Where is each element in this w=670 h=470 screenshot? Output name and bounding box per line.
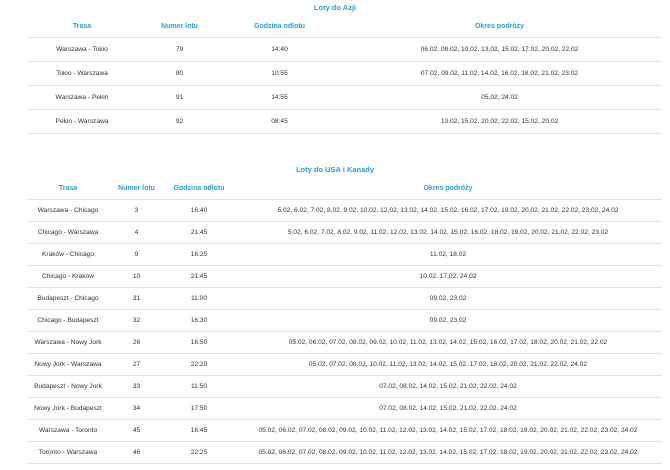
flight-number-cell: 9	[109, 243, 164, 265]
travel-dates-cell: 06.02, 08.02, 10.02, 13.02, 15.02, 17.02, 20.02, 22.02	[337, 37, 662, 61]
flight-number-cell: 10	[109, 265, 164, 287]
table-row	[27, 397, 662, 419]
departure-time-cell: 21:45	[164, 265, 234, 287]
travel-dates-cell: 5.02, 6.02, 7.02, 8.02, 9.02, 11.02, 12.02, 13.02, 14.02, 15.02, 16.02, 18.02, 19.02, 20.02, 21.02, 22.02, 23.02	[234, 221, 662, 243]
table-row	[27, 199, 662, 221]
table-row	[27, 37, 662, 61]
column-header-flight-number: Numer lotu	[118, 185, 155, 193]
flight-number-cell: 31	[109, 287, 164, 309]
departure-time-cell: 22:20	[164, 353, 234, 375]
asia-flights-table	[27, 17, 662, 134]
flight-number-cell: 91	[137, 85, 222, 109]
route-cell: Nowy Jork - Budapeszt	[27, 397, 109, 419]
route-cell: Warszawa - Pekin	[27, 85, 137, 109]
departure-time-cell: 16:40	[164, 199, 234, 221]
travel-dates-cell: 05.02, 06.02, 07.02, 08.02, 09.02, 10.02, 11.02, 12.02, 13.02, 14.02, 15.02, 17.02, 18.02, 19.02, 20.02, 21.02, 22.02, 23.02, 24.02	[234, 419, 662, 441]
travel-dates-cell: 11.02, 18.02	[234, 243, 662, 265]
route-cell: Warszawa - Tokio	[27, 37, 137, 61]
table-row	[27, 419, 662, 441]
departure-time-cell: 10:55	[222, 61, 337, 85]
table-row	[27, 85, 662, 109]
flight-number-cell: 33	[109, 375, 164, 397]
route-cell: Warszawa - Toronto	[27, 419, 109, 441]
flight-number-cell: 80	[137, 61, 222, 85]
route-cell: Tokio - Warszawa	[27, 61, 137, 85]
table-row	[27, 353, 662, 375]
route-cell: Budapeszt - Nowy Jork	[27, 375, 109, 397]
travel-dates-cell: 07.02, 08.02, 14.02, 15.02, 21.02, 22.02, 24.02	[234, 397, 662, 419]
travel-dates-cell: 05.02, 24.02	[337, 85, 662, 109]
route-cell: Toronto - Warszawa	[27, 441, 109, 463]
departure-time-cell: 21:45	[164, 221, 234, 243]
table-row	[27, 309, 662, 331]
travel-dates-cell: 5.02, 6.02, 7.02, 8.02, 9.02, 10.02, 12.02, 13.02, 14.02, 15.02, 16.02, 17.02, 19.02, 20.02, 21.02, 22.02, 23.02, 24.02	[234, 199, 662, 221]
travel-dates-cell: 10.02, 17.02, 24.02	[234, 265, 662, 287]
flight-number-cell: 32	[109, 309, 164, 331]
departure-time-cell: 17:50	[164, 397, 234, 419]
table-row	[27, 243, 662, 265]
table-row	[27, 375, 662, 397]
departure-time-cell: 11:50	[164, 375, 234, 397]
departure-time-cell: 16:45	[164, 419, 234, 441]
travel-dates-cell: 09.02, 23.02	[234, 309, 662, 331]
travel-dates-cell: 07.02, 09.02, 11.02, 14.02, 16.02, 18.02, 21.02, 23.02	[337, 61, 662, 85]
travel-dates-cell: 07.02, 08.02, 14.02, 15.02, 21.02, 22.02, 24.02	[234, 375, 662, 397]
departure-time-cell: 11:00	[164, 287, 234, 309]
route-cell: Chicago - Warszawa	[27, 221, 109, 243]
departure-time-cell: 16:50	[164, 331, 234, 353]
table-row	[27, 265, 662, 287]
table-row	[27, 61, 662, 85]
travel-dates-cell: 05.02, 07.02, 08.02, 10.02, 11.02, 13.02, 14.02, 15.02, 17.02, 18.02, 20.02, 21.02, 22.02, 24.02	[234, 353, 662, 375]
departure-time-cell: 14:40	[222, 37, 337, 61]
travel-dates-cell: 05.02, 06.02, 07.02, 08.02, 09.02, 10.02, 11.02, 12.02, 13.02, 14.02, 15.02, 17.02, 18.02, 19.02, 20.02, 21.02, 22.02, 23.02, 24.02	[234, 441, 662, 463]
flight-number-cell: 27	[109, 353, 164, 375]
column-header-route: Trasa	[72, 23, 92, 31]
usa-flights-table	[27, 179, 662, 464]
table-row	[27, 331, 662, 353]
asia-header-row	[27, 17, 662, 37]
column-header-travel-period: Okres podróży	[423, 185, 473, 193]
flight-number-cell: 92	[137, 109, 222, 133]
route-cell: Chicago - Budapeszt	[27, 309, 109, 331]
travel-dates-cell: 05.02, 06.02, 07.02, 08.02, 09.02, 10.02, 11.02, 13.02, 14.02, 15.02, 16.02, 17.02, 18.02, 20.02, 21.02, 22.02	[234, 331, 662, 353]
flight-number-cell: 34	[109, 397, 164, 419]
flight-number-cell: 45	[109, 419, 164, 441]
route-cell: Kraków - Chicago	[27, 243, 109, 265]
departure-time-cell: 14:55	[222, 85, 337, 109]
travel-dates-cell: 09.02, 23.02	[234, 287, 662, 309]
departure-time-cell: 08:45	[222, 109, 337, 133]
route-cell: Warszawa - Nowy Jork	[27, 331, 109, 353]
route-cell: Nowy Jork - Warszawa	[27, 353, 109, 375]
flight-number-cell: 4	[109, 221, 164, 243]
flight-number-cell: 3	[109, 199, 164, 221]
usa-header-row	[27, 179, 662, 199]
table-row	[27, 221, 662, 243]
column-header-departure-time: Godzina odlotu	[173, 185, 225, 193]
route-cell: Pekin - Warszawa	[27, 109, 137, 133]
column-header-departure-time: Godzina odlotu	[254, 23, 305, 31]
table-row	[27, 287, 662, 309]
column-header-travel-period: Okres podróży	[474, 23, 524, 31]
usa-section-title: Loty do USA i Kanady	[295, 165, 375, 174]
flight-number-cell: 46	[109, 441, 164, 463]
departure-time-cell: 16:30	[164, 309, 234, 331]
route-cell: Chicago - Kraków	[27, 265, 109, 287]
departure-time-cell: 22:25	[164, 441, 234, 463]
flight-number-cell: 26	[109, 331, 164, 353]
route-cell: Budapeszt - Chicago	[27, 287, 109, 309]
departure-time-cell: 16:25	[164, 243, 234, 265]
travel-dates-cell: 13.02, 15.02, 20.02, 22.02, 15.02, 20.02	[337, 109, 662, 133]
column-header-route: Trasa	[58, 185, 78, 193]
column-header-flight-number: Numer lotu	[161, 23, 198, 31]
table-row	[27, 109, 662, 133]
route-cell: Warszawa - Chicago	[27, 199, 109, 221]
flight-number-cell: 79	[137, 37, 222, 61]
asia-section-title: Loty do Azji	[313, 3, 357, 12]
table-row	[27, 441, 662, 463]
